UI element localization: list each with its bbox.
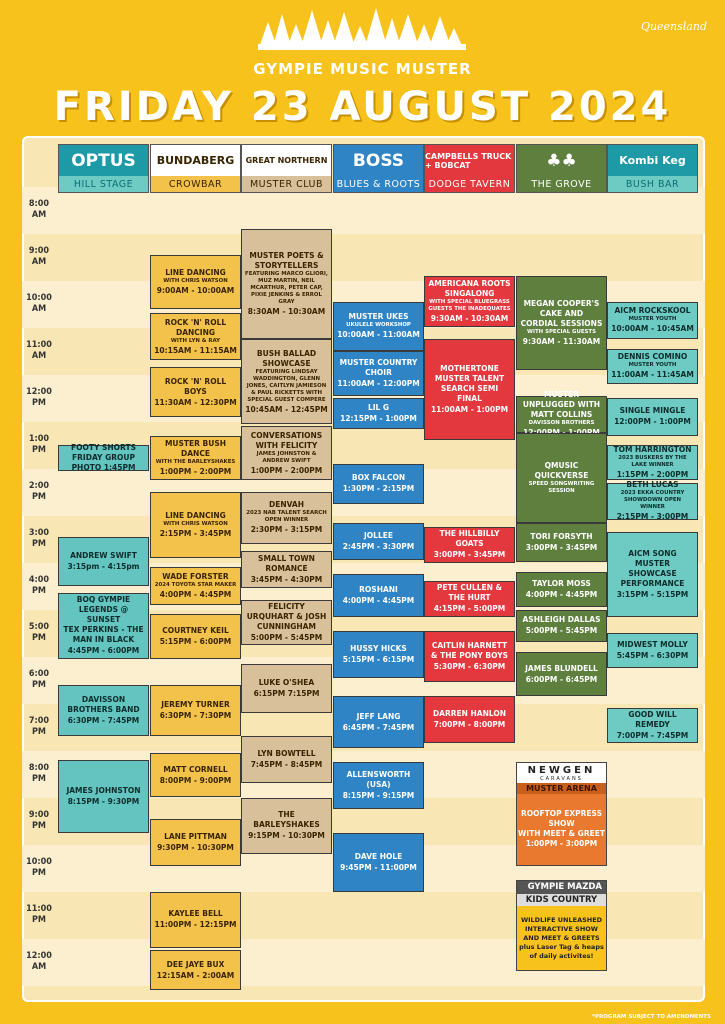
event-block[interactable] — [333, 302, 424, 351]
poster-header — [0, 0, 725, 130]
event-title: GYMPIE MUSIC MUSTER — [253, 60, 472, 78]
event-time: 3:15PM - 5:15PM — [616, 589, 689, 599]
event-time: 5:00PM - 5:45PM — [525, 626, 598, 636]
venue-label: KIDS COUNTRY — [517, 894, 606, 906]
event-time: 2:15PM - 3:45PM — [159, 528, 232, 538]
event-time: 10:15AM - 11:15AM — [154, 345, 237, 355]
event-block[interactable] — [516, 652, 607, 697]
event-subtitle: WITH CHRIS WATSON — [163, 277, 228, 284]
event-time: 5:00PM - 5:45PM — [250, 632, 323, 642]
event-title: ANDREW SWIFT — [70, 550, 137, 560]
event-title: LINE DANCING — [165, 510, 226, 520]
event-time: 6:00PM - 6:45PM — [525, 674, 598, 684]
stage-name: MUSTER CLUB — [242, 176, 331, 192]
event-time: 2:30PM - 3:15PM — [250, 525, 323, 535]
event-time: 3:15pm - 4:15pm — [67, 561, 140, 571]
event-block[interactable] — [607, 532, 698, 617]
event-time: 8:30AM - 10:30AM — [247, 307, 326, 317]
event-time: 6:30PM - 7:30PM — [159, 711, 232, 721]
event-block[interactable] — [516, 523, 607, 563]
event-title: SINGLE MINGLE — [619, 406, 686, 416]
stage-logo: BOSS — [352, 150, 405, 171]
stage-name: DODGE TAVERN — [425, 176, 514, 192]
queensland-logo: Queensland — [640, 20, 707, 33]
event-time: 8:00PM - 9:00PM — [159, 775, 232, 785]
event-time: 9:30PM - 10:30PM — [157, 842, 234, 852]
event-subtitle: MUSTER YOUTH — [628, 362, 677, 369]
stage-header — [424, 144, 515, 193]
time-label: 12:00 PM — [26, 387, 52, 408]
stage-header — [150, 144, 241, 193]
event-block[interactable] — [424, 581, 515, 616]
event-time: 6:15PM 7:15PM — [253, 688, 320, 698]
event-block[interactable] — [58, 537, 149, 586]
event-block[interactable] — [150, 255, 241, 309]
event-block[interactable] — [150, 367, 241, 416]
footnote: *PROGRAM SUBJECT TO AMENDMENTS — [592, 1014, 711, 1020]
event-title: MUSTER BUSH DANCE — [164, 438, 227, 458]
stage-logo: GREAT NORTHERN — [242, 145, 331, 176]
stage-header — [58, 144, 149, 193]
event-block[interactable] — [241, 798, 332, 854]
event-title: ASHLEIGH DALLAS — [522, 615, 601, 625]
muster-arena-panel[interactable] — [516, 762, 607, 865]
time-label: 11:00 PM — [26, 904, 52, 925]
event-block[interactable] — [607, 302, 698, 340]
event-title: LYN BOWTELL — [257, 749, 316, 759]
event-time: 4:00PM - 4:45PM — [342, 595, 415, 605]
event-title: MUSTER UKES — [348, 312, 409, 322]
event-block[interactable] — [607, 708, 698, 743]
event-subtitle: 2023 EKKA COUNTRY SHOWDOWN OPEN WINNER — [620, 490, 685, 511]
event-title: CONVERSATIONS WITH FELICITY — [250, 430, 323, 450]
event-block[interactable] — [333, 696, 424, 748]
stage-logo: BUNDABERG — [151, 145, 240, 176]
time-label: 1:00 PM — [28, 434, 50, 455]
event-block[interactable] — [424, 527, 515, 562]
event-title: CAITLIN HARNETT & THE PONY BOYS — [430, 640, 509, 660]
event-block[interactable] — [516, 390, 607, 434]
stage-header — [516, 144, 607, 193]
event-title: JEFF LANG — [356, 711, 401, 721]
event-title: AICM SONG MUSTER SHOWCASE PERFORMANCE — [620, 548, 685, 588]
event-time: 8:15PM - 9:30PM — [67, 796, 140, 806]
stage-name: HILL STAGE — [59, 176, 148, 192]
event-time: 6:30PM - 7:45PM — [67, 716, 140, 726]
time-label: 10:00 AM — [26, 293, 52, 314]
event-block[interactable] — [241, 551, 332, 589]
event-block[interactable] — [150, 614, 241, 659]
event-time: 3:00PM - 3:45PM — [525, 543, 598, 553]
event-time: 6:45PM - 7:45PM — [342, 722, 415, 732]
event-block[interactable] — [424, 696, 515, 743]
event-time: 9:45PM - 11:00PM — [340, 862, 417, 872]
event-title: MUSTER UNPLUGGED WITH MATT COLLINS — [522, 390, 601, 420]
wildlife-show — [517, 906, 606, 971]
event-block[interactable] — [150, 685, 241, 737]
stage-name: THE GROVE — [517, 176, 606, 192]
event-subtitle: SPEED SONGWRITING SESSION — [528, 480, 595, 494]
rooftop-time: 1:00PM - 3:00PM — [525, 839, 598, 849]
stage-header — [333, 144, 424, 193]
event-title: DENVAH — [268, 500, 304, 510]
event-title: SMALL TOWN ROMANCE — [258, 554, 315, 574]
event-block[interactable] — [516, 572, 607, 607]
event-block[interactable] — [150, 892, 241, 948]
event-time: 2:45PM - 3:30PM — [342, 541, 415, 551]
event-title: TORI FORSYTH — [530, 532, 593, 542]
stage-name: CROWBAR — [151, 176, 240, 192]
event-subtitle: DAVISSON BROTHERS — [528, 420, 595, 427]
event-title: BOQ GYMPIE LEGENDS @ SUNSET — [76, 595, 131, 625]
event-title: QMUSIC QUICKVERSE — [534, 460, 589, 480]
event-title: BUSH BALLAD SHOWCASE — [256, 348, 317, 368]
event-subtitle: UKULELE WORKSHOP — [346, 322, 411, 329]
event-block[interactable] — [150, 950, 241, 990]
event-time: 2:15PM - 3:00PM — [616, 512, 689, 522]
time-label: 7:00 PM — [28, 716, 50, 737]
event-block[interactable] — [333, 351, 424, 396]
time-label: 8:00 PM — [28, 763, 50, 784]
event-block[interactable] — [241, 736, 332, 783]
stage-logo: Kombi Keg — [619, 154, 686, 167]
event-title: MATT CORNELL — [163, 764, 228, 774]
event-time: 10:00AM - 11:00AM — [337, 330, 420, 340]
event-time: 7:45PM - 8:45PM — [250, 760, 323, 770]
newgen-logo-sub: CARAVANS — [517, 776, 606, 783]
event-time: 1:00PM - 2:00PM — [250, 465, 323, 475]
mazda-logo: GYMPIE MAZDA — [517, 881, 606, 894]
time-label: 8:00 AM — [28, 199, 50, 220]
event-time: 12:00PM - 1:00PM — [614, 417, 691, 427]
event-block[interactable] — [150, 313, 241, 360]
event-title: THE HILLBILLY GOATS — [439, 529, 500, 549]
event-block[interactable] — [516, 433, 607, 522]
event-title: COURTNEY KEIL — [162, 626, 229, 635]
event-title: LUKE O'SHEA — [258, 677, 315, 687]
event-title: DENNIS COMINO — [617, 352, 688, 362]
event-subtitle: 2024 TOYOTA STAR MAKER — [154, 581, 237, 588]
event-block[interactable] — [516, 610, 607, 643]
event-title: ROCK 'N' ROLL DANCING — [164, 317, 227, 337]
event-title: KAYLEE BELL — [168, 909, 223, 919]
rooftop-show — [517, 794, 606, 864]
event-time: 4:45PM - 6:00PM — [67, 646, 140, 656]
event-subtitle: WITH SPECIAL BLUEGRASS GUESTS THE INADEQUATES — [428, 299, 511, 313]
event-subtitle: WITH CHRIS WATSON — [163, 520, 228, 527]
event-time: 5:15PM - 6:15PM — [342, 654, 415, 664]
event-title: MEGAN COOPER'S CAKE AND CORDIAL SESSIONS — [520, 298, 603, 328]
event-title: ROSHANI — [359, 584, 398, 594]
event-block[interactable] — [58, 685, 149, 737]
event-title: JAMES JOHNSTON — [66, 785, 141, 795]
event-title: MUSTER COUNTRY CHOIR — [339, 357, 418, 377]
event-subtitle: FEATURING MARCO GLIORI, MUZ MARTIN, NEIL MCARTHUR, PETER CAP, PIXIE JENKINS & ERROL GRAY — [245, 271, 328, 306]
event-time: 10:00AM - 10:45AM — [611, 324, 694, 334]
time-label: 12:00 AM — [26, 951, 52, 972]
event-title: DEE JAYE BUX — [166, 959, 225, 969]
event-title: LIL G — [367, 402, 390, 412]
event-title: JOLLEE — [364, 530, 393, 540]
time-label: 9:00 PM — [28, 810, 50, 831]
stage-header — [607, 144, 698, 193]
hour-band — [22, 234, 705, 281]
venue-label: MUSTER ARENA — [517, 783, 606, 794]
event-block[interactable] — [150, 567, 241, 605]
event-block[interactable] — [333, 762, 424, 809]
event-title: MUSTER POETS & STORYTELLERS — [249, 251, 324, 271]
stage-logo: OPTUS — [71, 150, 136, 171]
event-title: LINE DANCING — [165, 267, 226, 277]
event-title: LANE PITTMAN — [164, 831, 227, 841]
event-block[interactable] — [58, 760, 149, 833]
event-block[interactable] — [424, 339, 515, 440]
stage-name: BUSH BAR — [608, 176, 697, 192]
stage-logo: ♣♣ — [546, 150, 577, 171]
event-time: 12:15PM - 1:00PM — [340, 413, 417, 423]
event-block[interactable] — [333, 833, 424, 892]
page-title: FRIDAY 23 AUGUST 2024 — [53, 84, 672, 130]
event-block[interactable] — [333, 631, 424, 678]
event-subtitle: JAMES JOHNSTON & ANDREW SWIFT — [256, 450, 317, 464]
event-title: ROCK 'N' ROLL BOYS — [164, 376, 227, 396]
event-time: 9:00AM - 10:00AM — [156, 285, 235, 295]
event-block[interactable] — [58, 593, 149, 659]
time-label: 10:00 PM — [26, 857, 52, 878]
stage-name: BLUES & ROOTS — [334, 176, 423, 192]
event-block[interactable] — [241, 339, 332, 424]
event-time: 7:00PM - 7:45PM — [616, 731, 689, 741]
event-block[interactable] — [424, 276, 515, 328]
event-block[interactable] — [241, 426, 332, 480]
event-time: 10:45AM - 12:45PM — [245, 404, 328, 414]
event-title: PETE CULLEN & THE HURT — [436, 583, 503, 603]
event-block[interactable] — [333, 523, 424, 561]
event-block[interactable] — [333, 574, 424, 616]
event-time: 12:15AM - 2:00AM — [156, 970, 235, 980]
stage-logo: CAMPBELLS TRUCK + BOBCAT — [425, 145, 514, 176]
event-title: BETH LUCAS — [626, 480, 679, 490]
event-feature: TEX PERKINS - THE MAN IN BLACK — [63, 625, 144, 645]
wildlife-title: WILDLIFE UNLEASHED INTERACTIVE SHOW AND MEET & GREETS — [520, 915, 603, 942]
hour-band — [22, 187, 705, 234]
time-label: 3:00 PM — [28, 528, 50, 549]
newgen-logo: NEWGEN — [517, 763, 606, 776]
event-block[interactable] — [150, 436, 241, 481]
forest-silhouette-icon — [258, 8, 466, 50]
event-title: WADE FORSTER — [162, 571, 229, 581]
event-block[interactable] — [150, 753, 241, 798]
event-time: 11:00PM - 12:15PM — [154, 920, 237, 930]
event-title: HUSSY HICKS — [350, 643, 407, 653]
kids-country-panel[interactable] — [516, 880, 607, 972]
event-subtitle: FEATURING LINDSAY WADDINGTON, GLENN JONES, CAITLYN JAMIESON & PAUL RICKETTS WITH SPECIAL GUEST COMPERE — [246, 368, 327, 403]
event-title: DAVE HOLE — [354, 851, 403, 861]
event-time: 4:00PM - 4:45PM — [159, 589, 232, 599]
event-time: 7:00PM - 8:00PM — [433, 720, 506, 730]
event-block[interactable] — [58, 442, 149, 472]
event-title: TOM HARRINGTON — [613, 445, 692, 455]
event-title: MOTHERTONE MUSTER TALENT SEARCH SEMI FINAL — [434, 364, 505, 404]
event-time: 3:00PM - 3:45PM — [433, 550, 506, 560]
event-block[interactable] — [607, 349, 698, 384]
event-block[interactable] — [607, 633, 698, 668]
event-time: 5:30PM - 6:30PM — [433, 661, 506, 671]
event-subtitle: WITH THE BARLEYSHAKES — [155, 458, 236, 465]
event-title: THE BARLEYSHAKES — [253, 810, 320, 830]
event-block[interactable] — [516, 276, 607, 370]
event-title: FELICITY URQUHART & JOSH CUNNINGHAM — [246, 601, 327, 631]
event-title: ALLENSWORTH (USA) — [346, 770, 411, 790]
event-time: 5:45PM - 6:30PM — [616, 651, 689, 661]
event-time: 4:00PM - 4:45PM — [525, 590, 598, 600]
event-title: DARREN HANLON — [432, 709, 507, 719]
schedule-board — [22, 136, 705, 1002]
event-time: 5:15PM - 6:00PM — [159, 637, 232, 646]
time-label: 5:00 PM — [28, 622, 50, 643]
event-block[interactable] — [150, 492, 241, 558]
event-block[interactable] — [241, 492, 332, 544]
event-block[interactable] — [424, 631, 515, 683]
event-time: 4:15PM - 5:00PM — [433, 604, 506, 614]
event-time: 9:30AM - 10:30AM — [430, 314, 509, 324]
event-title: AICM ROCKSKOOL — [614, 306, 691, 316]
event-time: 8:15PM - 9:15PM — [342, 791, 415, 801]
event-block[interactable] — [607, 398, 698, 436]
event-title: FOOTY SHORTS FRIDAY GROUP PHOTO 1:45PM — [70, 442, 137, 472]
event-time: 1:15PM - 2:00PM — [616, 470, 689, 480]
event-title: TAYLOR MOSS — [532, 579, 591, 589]
event-title: JEREMY TURNER — [161, 700, 230, 710]
event-title: BOX FALCON — [351, 473, 406, 483]
event-block[interactable] — [241, 600, 332, 645]
event-block[interactable] — [607, 445, 698, 480]
time-label: 11:00 AM — [26, 340, 52, 361]
event-subtitle: MUSTER YOUTH — [628, 316, 677, 323]
time-label: 6:00 PM — [28, 669, 50, 690]
time-label: 4:00 PM — [28, 575, 50, 596]
event-title: AMERICANA ROOTS SINGALONG — [428, 279, 511, 299]
event-subtitle: 2023 BUSKERS BY THE LAKE WINNER — [618, 455, 687, 469]
event-subtitle: WITH SPECIAL GUESTS — [527, 328, 596, 335]
event-time: 9:30AM - 11:30AM — [522, 336, 601, 346]
event-block[interactable] — [241, 229, 332, 339]
event-block[interactable] — [333, 464, 424, 504]
rooftop-title: ROOFTOP EXPRESS SHOW — [520, 809, 603, 829]
stage-header — [241, 144, 332, 193]
event-time: 3:45PM - 4:30PM — [250, 575, 323, 585]
event-time: 11:30AM - 12:30PM — [154, 397, 237, 407]
event-subtitle: 2023 NAB TALENT SEARCH OPEN WINNER — [246, 510, 327, 524]
event-time: 9:15PM - 10:30PM — [248, 831, 325, 841]
event-block[interactable] — [333, 398, 424, 429]
event-subtitle: WITH LYN & RAY — [170, 337, 221, 344]
time-label: 2:00 PM — [28, 481, 50, 502]
event-title: JAMES BLUNDELL — [525, 663, 598, 673]
event-time: 1:30PM - 2:15PM — [342, 484, 415, 494]
event-title: GOOD WILL REMEDY — [628, 710, 677, 730]
wildlife-extra: plus Laser Tag & heaps of daily activites! — [519, 942, 604, 960]
event-time: 11:00AM - 12:00PM — [337, 378, 420, 388]
event-time: 11:00AM - 11:45AM — [611, 370, 694, 380]
event-time: 11:00AM - 1:00PM — [430, 405, 509, 415]
event-block[interactable] — [241, 664, 332, 713]
event-time: 1:00PM - 2:00PM — [159, 466, 232, 476]
rooftop-sub: WITH MEET & GREET — [518, 829, 605, 839]
event-title: DAVISSON BROTHERS BAND — [67, 695, 140, 715]
event-title: MIDWEST MOLLY — [617, 640, 688, 650]
event-block[interactable] — [150, 819, 241, 866]
event-block[interactable] — [607, 480, 698, 522]
time-label: 9:00 AM — [28, 246, 50, 267]
